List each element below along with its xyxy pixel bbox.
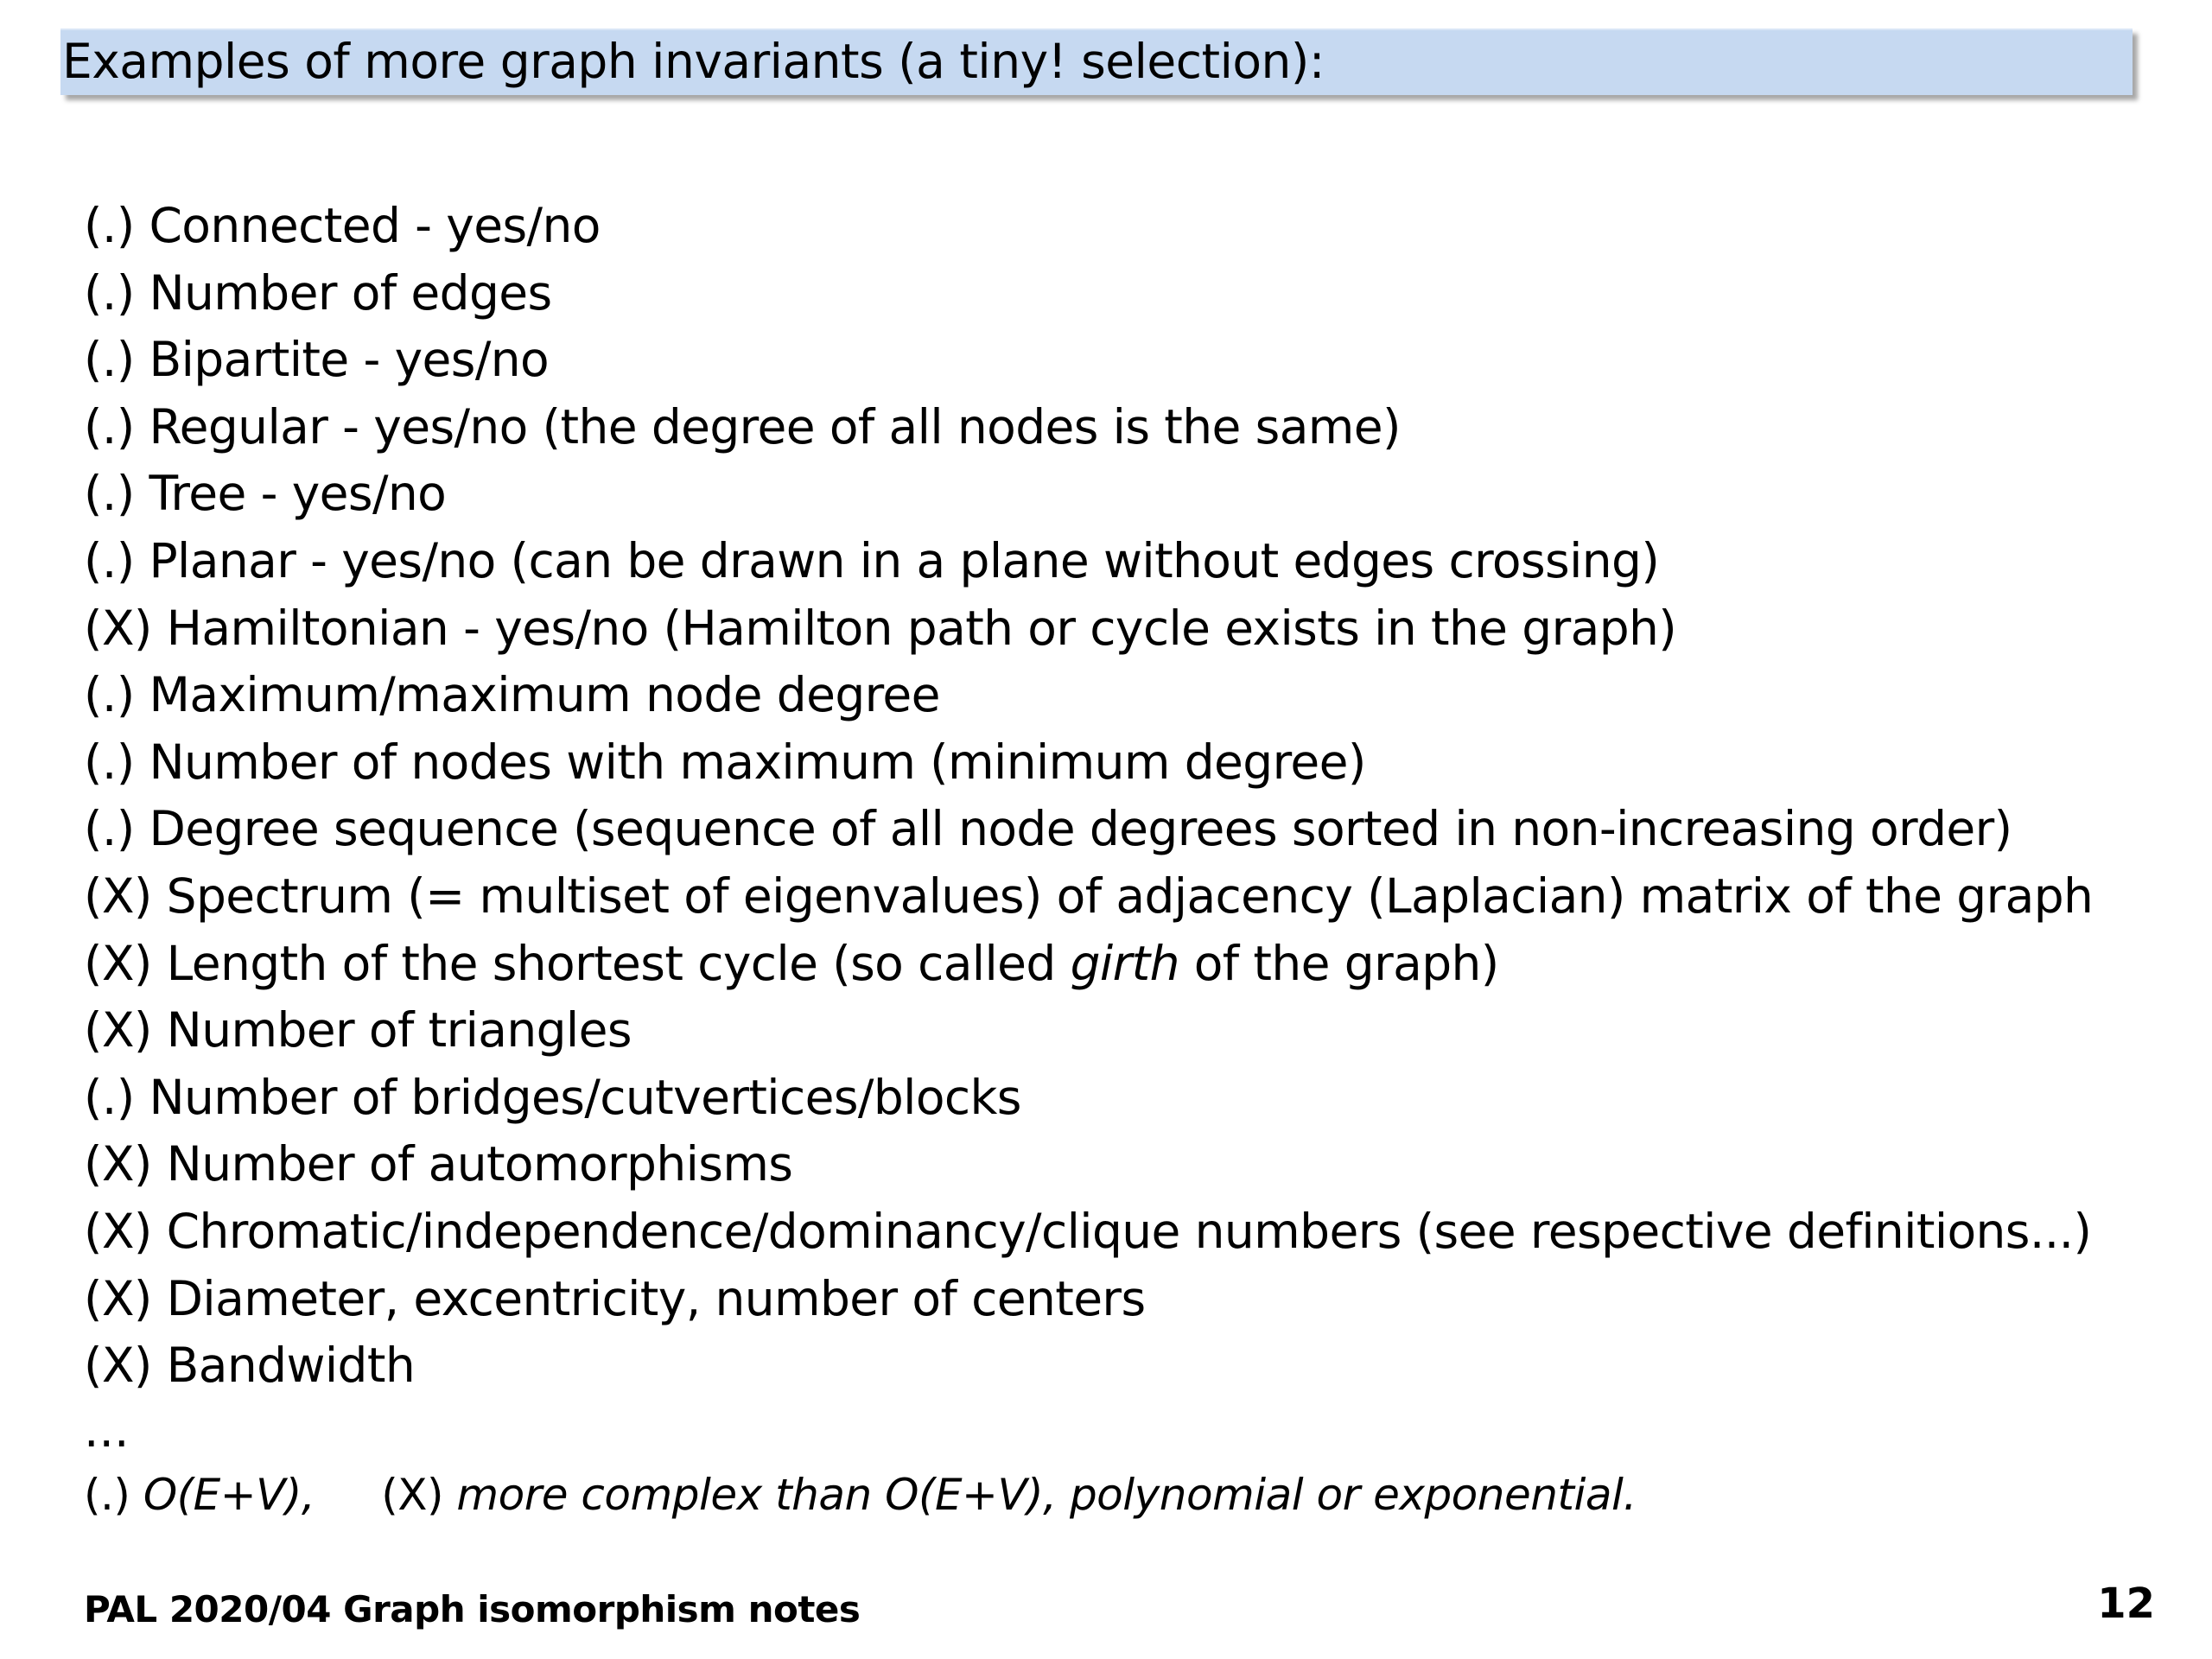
page-number: 12	[2097, 1580, 2155, 1628]
complexity-mark: (.)	[84, 198, 135, 253]
item-text: Spectrum (= multiset of eigenvalues) of adjacency (Laplacian) matrix of the graph	[151, 868, 2094, 924]
list-item	[84, 260, 2093, 327]
legend-mark-complex: (X)	[315, 1470, 457, 1520]
item-text: Number of nodes with maximum (minimum degree)	[134, 734, 1366, 790]
list-item	[84, 1065, 2093, 1132]
item-text: Regular - yes/no (the degree of all nodes is the same)	[134, 398, 1401, 454]
slide-footer: PAL 2020/04 Graph isomorphism notes	[84, 1588, 861, 1630]
list-item	[84, 729, 2093, 797]
list-item	[84, 327, 2093, 394]
complexity-mark: (X)	[84, 935, 152, 991]
complexity-mark: (.)	[84, 264, 135, 321]
slide-title: Examples of more graph invariants (a tiny! selection):	[62, 34, 1325, 89]
list-item	[84, 1266, 2093, 1333]
complexity-mark: (X)	[84, 868, 152, 924]
legend-desc-linear: O(E+V),	[143, 1470, 315, 1520]
complexity-mark: (X)	[84, 1203, 152, 1259]
complexity-mark: (X)	[84, 1136, 152, 1192]
girth-term: girth	[1070, 935, 1179, 991]
list-item	[84, 1332, 2093, 1400]
list-item	[84, 796, 2093, 863]
list-item	[84, 394, 2093, 461]
item-text: Number of bridges/cutvertices/blocks	[134, 1069, 1021, 1125]
list-item	[84, 997, 2093, 1065]
complexity-mark: (X)	[84, 600, 152, 656]
list-item	[84, 863, 2093, 931]
list-item	[84, 1198, 2093, 1266]
continuation-ellipsis: ...	[84, 1402, 130, 1458]
complexity-mark: (.)	[84, 1069, 135, 1125]
item-text: Number of triangles	[151, 1002, 632, 1058]
item-text: Connected - yes/no	[134, 198, 601, 253]
complexity-mark: (.)	[84, 532, 135, 588]
complexity-legend	[84, 1469, 1637, 1521]
item-text: Tree - yes/no	[134, 466, 447, 522]
legend-desc-complex: more complex than O(E+V), polynomial or exponential.	[456, 1470, 1637, 1520]
list-item	[84, 528, 2093, 595]
item-text: Hamiltonian - yes/no (Hamilton path or cycle exists in the graph)	[151, 600, 1677, 656]
item-text: Diameter, excentricity, number of centers	[151, 1270, 1146, 1326]
list-item	[84, 461, 2093, 528]
legend-mark-linear: (.)	[84, 1470, 143, 1520]
item-text-after: of the graph)	[1179, 935, 1499, 991]
item-text: Degree sequence (sequence of all node degrees sorted in non-increasing order)	[134, 801, 2012, 857]
item-text: Bandwidth	[151, 1338, 416, 1394]
complexity-mark: (.)	[84, 398, 135, 454]
complexity-mark: (.)	[84, 332, 135, 388]
list-item	[84, 595, 2093, 663]
list-item	[84, 931, 2093, 998]
invariant-list	[84, 193, 2093, 1400]
item-text: Chromatic/independence/dominancy/clique numbers (see respective definitions...)	[151, 1203, 2092, 1259]
item-text: Number of automorphisms	[151, 1136, 793, 1192]
complexity-mark: (.)	[84, 801, 135, 857]
item-text-before: Length of the shortest cycle (so called	[151, 935, 1071, 991]
slide-title-bar	[60, 29, 2133, 95]
complexity-mark: (.)	[84, 734, 135, 790]
list-item	[84, 193, 2093, 260]
item-text: Planar - yes/no (can be drawn in a plane without edges crossing)	[134, 532, 1660, 588]
complexity-mark: (X)	[84, 1002, 152, 1058]
list-item	[84, 662, 2093, 729]
complexity-mark: (.)	[84, 667, 135, 723]
item-text: Maximum/maximum node degree	[134, 667, 940, 723]
complexity-mark: (.)	[84, 466, 135, 522]
complexity-mark: (X)	[84, 1338, 152, 1394]
item-text: Bipartite - yes/no	[134, 332, 550, 388]
complexity-mark: (X)	[84, 1270, 152, 1326]
item-text: Number of edges	[134, 264, 552, 321]
list-item	[84, 1131, 2093, 1198]
